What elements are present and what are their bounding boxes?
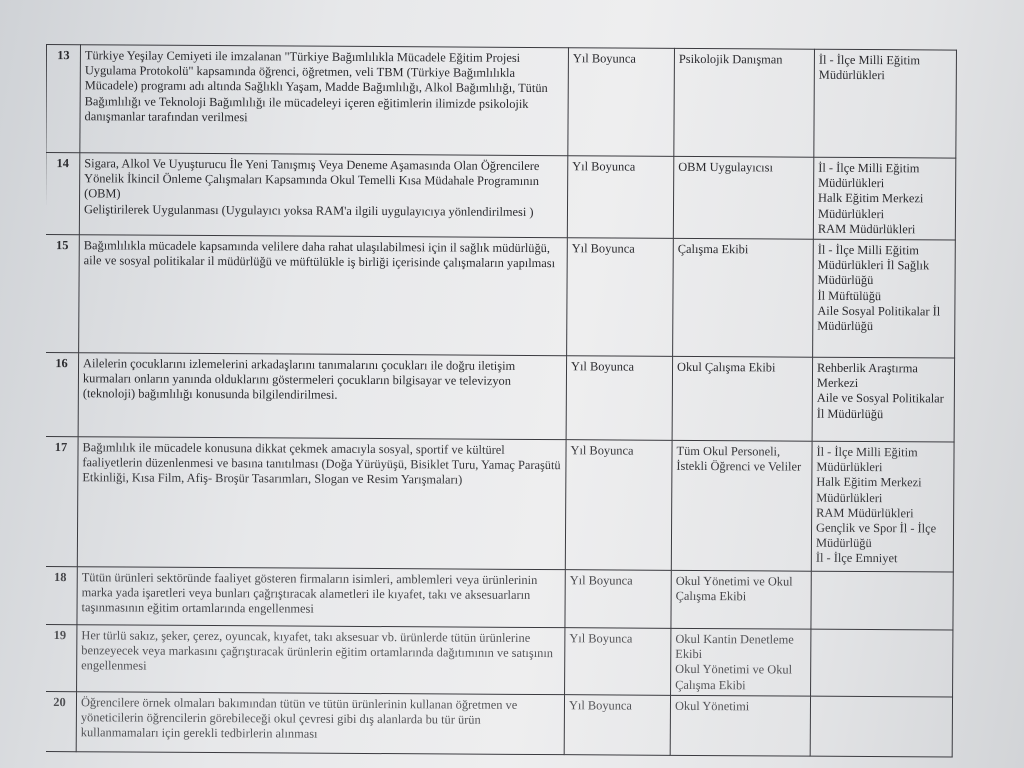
table-row — [46, 691, 953, 757]
activity-description: Ailelerin çocuklarını izlemelerini arkadaşlarını tanımalarını çocukları ile doğru iletişim kurmaları onların yanında olduklarını göstermeleri çocukların bilgisayar ve televizyon (teknoloji) bağımlılığı konusunda bilgilendirilmesi. — [78, 353, 567, 440]
activity-cooperation: İl - İlçe Milli Eğitim Müdürlükleri Halk Eğitim Merkezi Müdürlükleri RAM Müdürlükleri — [813, 157, 955, 240]
activity-description: Bağımlılık ile mücadele konusuna dikkat çekmek amacıyla sosyal, sportif ve kültürel faaliyetlerin düzenlenmesi ve basına tanıtılması (Doğa Yürüyüşü, Bisiklet Turu, Yamaç Paraşütü Etkinliği, Kısa Film, Afiş- Broşür Tasarımları, Slogan ve Resim Yarışmaları) — [77, 437, 566, 570]
document-page — [46, 44, 1006, 768]
table-row — [46, 153, 956, 241]
table-row — [46, 437, 954, 573]
activity-time: Yıl Boyunca — [565, 440, 672, 571]
row-number: 19 — [46, 625, 77, 692]
activity-plan-table — [46, 44, 957, 757]
activity-cooperation: İl - İlçe Milli Eğitim Müdürlükleri İl Sağlık Müdürlüğü İl Müftülüğü Aile Sosyal Politikalar İl Müdürlüğü — [813, 239, 956, 358]
table-row — [46, 567, 953, 631]
activity-description: Tütün ürünleri sektöründe faaliyet gösteren firmaların isimleri, amblemleri veya ürünlerinin marka yada işaretleri veya bunları çağrıştıracak alametleri ile kıyafet, takı ve aksesuarların taşınmasının eğitim ortamlarında engellenmesi — [77, 567, 565, 628]
row-number: 16 — [46, 353, 79, 437]
activity-cooperation — [810, 696, 952, 757]
row-number: 13 — [46, 45, 80, 153]
row-number: 14 — [46, 153, 80, 235]
table-row — [46, 235, 955, 359]
row-number: 20 — [46, 691, 77, 751]
activity-description: Öğrencilere örnek olmaları bakımından tütün ve tütün ürünlerinin kullanan öğretmen ve yöneticilerin öğrencilerin görebileceği okul çevresi gibi dış alanlarda bu tür ürün kullanmamaları için gerekli tedbirlerin alınması — [76, 692, 564, 755]
activity-responsible: Okul Yönetimi — [670, 695, 810, 756]
activity-responsible: Psikolojik Danışman — [674, 48, 815, 157]
activity-responsible: Okul Yönetimi ve Okul Çalışma Ekibi — [671, 570, 811, 629]
table-row — [46, 353, 955, 443]
activity-responsible: OBM Uygulayıcısı — [673, 156, 813, 239]
activity-cooperation: İl - İlçe Milli Eğitim Müdürlükleri Halk Eğitim Merkezi Müdürlükleri RAM Müdürlükleri Gençlik ve Spor İl - İlçe Müdürlüğü İl - İlçe Emniyet — [811, 441, 954, 572]
activity-cooperation: Rehberlik Araştırma Merkezi Aile ve Sosyal Politikalar İl Müdürlüğü — [812, 357, 955, 442]
activity-time: Yıl Boyunca — [568, 48, 675, 157]
activity-cooperation — [811, 629, 953, 697]
activity-description: Türkiye Yeşilay Cemiyeti ile imzalanan "Türkiye Bağımlılıkla Mücadele Eğitim Projesi Uygulama Protokolü" kapsamında öğrenci, öğretmen, veli TBM (Türkiye Bağımlılıkla Mücadele) programı adı altında Sağlıklı Yaşam, Madde Bağımlılığı, Alkol Bağımlılığı, Tütün Bağımlılığı ve Teknoloji Bağımlılığı ile mücadeleyi içeren eğitimlerin ilimizde psikolojik danışmanlar tarafından verilmesi — [80, 45, 569, 156]
activity-time: Yıl Boyunca — [566, 356, 673, 441]
activity-responsible: Okul Kantin Denetleme Ekibi Okul Yönetimi ve Okul Çalışma Ekibi — [671, 628, 811, 696]
activity-description: Bağımlılıkla mücadele kapsamında velilere daha rahat ulaşılabilmesi için il sağlık müdürlüğü, aile ve sosyal politikalar il müdürlüğü ve müftülükle iş birliği içerisinde çalışmaların yapılması — [79, 235, 568, 356]
activity-time: Yıl Boyunca — [565, 628, 671, 695]
row-number: 18 — [46, 567, 77, 625]
activity-responsible: Çalışma Ekibi — [673, 238, 814, 357]
activity-description: Her türlü sakız, şeker, çerez, oyuncak, kıyafet, takı aksesuar vb. ürünlerde tütün ürünlerine benzeyecek veya markasını çağrıştıracak ürünlerin eğitim ortamlarında dağıtımının ve satışının engellenmesi — [77, 625, 565, 695]
row-number: 15 — [46, 235, 79, 353]
activity-description: Sigara, Alkol Ve Uyuşturucu İle Yeni Tanışmış Veya Deneme Aşamasında Olan Öğrencilere Yönelik İkincil Önleme Çalışmaları Kapsamında Okul Temelli Kısa Müdahale Programının (OBM) Geliştirilerek Uygulanması (Uygulayıcı yoksa RAM'a ilgili uygulayıcıya yönlendirilmesi ) — [79, 153, 567, 238]
table-row — [46, 625, 953, 697]
activity-time: Yıl Boyunca — [565, 570, 671, 629]
row-number: 17 — [46, 437, 78, 567]
table-row — [46, 45, 956, 159]
activity-responsible: Okul Çalışma Ekibi — [672, 356, 813, 441]
activity-responsible: Tüm Okul Personeli, İstekli Öğrenci ve Veliler — [671, 440, 812, 571]
activity-cooperation: İl - İlçe Milli Eğitim Müdürlükleri — [814, 49, 957, 158]
activity-cooperation — [811, 571, 953, 630]
activity-time: Yıl Boyunca — [567, 156, 673, 239]
activity-time: Yıl Boyunca — [567, 238, 674, 357]
activity-time: Yıl Boyunca — [564, 695, 670, 756]
